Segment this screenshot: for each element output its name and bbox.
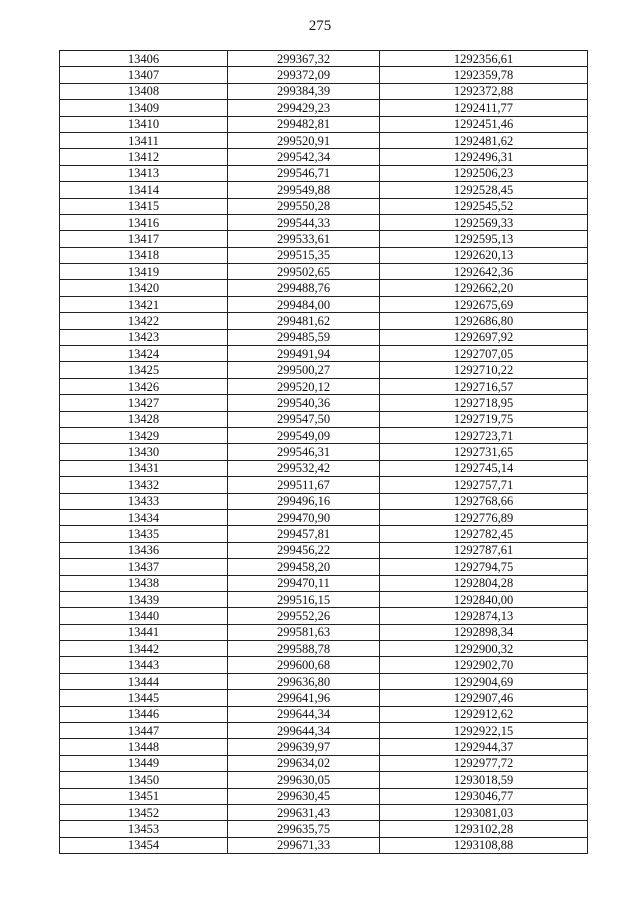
y-coordinate-cell: 1292697,92 xyxy=(380,329,588,345)
point-number-cell: 13438 xyxy=(60,575,228,591)
point-number-cell: 13443 xyxy=(60,657,228,673)
point-number-cell: 13423 xyxy=(60,329,228,345)
x-coordinate-cell: 299516,15 xyxy=(228,591,380,607)
y-coordinate-cell: 1292496,31 xyxy=(380,149,588,165)
y-coordinate-cell: 1293102,28 xyxy=(380,821,588,837)
table-row xyxy=(60,165,588,181)
x-coordinate-cell: 299639,97 xyxy=(228,739,380,755)
y-coordinate-cell: 1292904,69 xyxy=(380,673,588,689)
page-number: 275 xyxy=(308,18,332,34)
x-coordinate-cell: 299641,96 xyxy=(228,690,380,706)
table-row xyxy=(60,362,588,378)
y-coordinate-cell: 1292922,15 xyxy=(380,723,588,739)
point-number-cell: 13436 xyxy=(60,542,228,558)
table-row xyxy=(60,706,588,722)
point-number-cell: 13422 xyxy=(60,313,228,329)
table-row xyxy=(60,411,588,427)
point-number-cell: 13453 xyxy=(60,821,228,837)
point-number-cell: 13413 xyxy=(60,165,228,181)
point-number-cell: 13454 xyxy=(60,837,228,853)
x-coordinate-cell: 299630,45 xyxy=(228,788,380,804)
x-coordinate-cell: 299600,68 xyxy=(228,657,380,673)
coordinates-table-body xyxy=(60,51,588,854)
table-row xyxy=(60,821,588,837)
y-coordinate-cell: 1292719,75 xyxy=(380,411,588,427)
y-coordinate-cell: 1292569,33 xyxy=(380,214,588,230)
point-number-cell: 13407 xyxy=(60,67,228,83)
table-row xyxy=(60,67,588,83)
y-coordinate-cell: 1292662,20 xyxy=(380,280,588,296)
table-row xyxy=(60,100,588,116)
table-row xyxy=(60,198,588,214)
y-coordinate-cell: 1293018,59 xyxy=(380,772,588,788)
y-coordinate-cell: 1292411,77 xyxy=(380,100,588,116)
table-row xyxy=(60,313,588,329)
y-coordinate-cell: 1292718,95 xyxy=(380,395,588,411)
x-coordinate-cell: 299552,26 xyxy=(228,608,380,624)
table-row xyxy=(60,559,588,575)
table-row xyxy=(60,182,588,198)
point-number-cell: 13444 xyxy=(60,673,228,689)
table-row xyxy=(60,378,588,394)
point-number-cell: 13414 xyxy=(60,182,228,198)
x-coordinate-cell: 299429,23 xyxy=(228,100,380,116)
table-row xyxy=(60,542,588,558)
x-coordinate-cell: 299549,88 xyxy=(228,182,380,198)
point-number-cell: 13446 xyxy=(60,706,228,722)
point-number-cell: 13411 xyxy=(60,132,228,148)
point-number-cell: 13437 xyxy=(60,559,228,575)
table-row xyxy=(60,460,588,476)
y-coordinate-cell: 1292686,80 xyxy=(380,313,588,329)
y-coordinate-cell: 1293046,77 xyxy=(380,788,588,804)
table-row xyxy=(60,214,588,230)
x-coordinate-cell: 299482,81 xyxy=(228,116,380,132)
point-number-cell: 13447 xyxy=(60,723,228,739)
point-number-cell: 13435 xyxy=(60,526,228,542)
point-number-cell: 13410 xyxy=(60,116,228,132)
y-coordinate-cell: 1292710,22 xyxy=(380,362,588,378)
point-number-cell: 13445 xyxy=(60,690,228,706)
x-coordinate-cell: 299470,11 xyxy=(228,575,380,591)
x-coordinate-cell: 299367,32 xyxy=(228,51,380,67)
x-coordinate-cell: 299515,35 xyxy=(228,247,380,263)
y-coordinate-cell: 1292675,69 xyxy=(380,296,588,312)
point-number-cell: 13449 xyxy=(60,755,228,771)
point-number-cell: 13441 xyxy=(60,624,228,640)
y-coordinate-cell: 1292757,71 xyxy=(380,477,588,493)
point-number-cell: 13432 xyxy=(60,477,228,493)
table-row xyxy=(60,51,588,67)
x-coordinate-cell: 299581,63 xyxy=(228,624,380,640)
x-coordinate-cell: 299634,02 xyxy=(228,755,380,771)
y-coordinate-cell: 1292359,78 xyxy=(380,67,588,83)
y-coordinate-cell: 1292898,34 xyxy=(380,624,588,640)
x-coordinate-cell: 299546,31 xyxy=(228,444,380,460)
point-number-cell: 13448 xyxy=(60,739,228,755)
table-row xyxy=(60,641,588,657)
table-row xyxy=(60,477,588,493)
y-coordinate-cell: 1292723,71 xyxy=(380,427,588,443)
x-coordinate-cell: 299635,75 xyxy=(228,821,380,837)
x-coordinate-cell: 299456,22 xyxy=(228,542,380,558)
table-row xyxy=(60,673,588,689)
x-coordinate-cell: 299488,76 xyxy=(228,280,380,296)
point-number-cell: 13409 xyxy=(60,100,228,116)
table-row xyxy=(60,83,588,99)
table-row xyxy=(60,804,588,820)
point-number-cell: 13424 xyxy=(60,346,228,362)
x-coordinate-cell: 299372,09 xyxy=(228,67,380,83)
table-row xyxy=(60,247,588,263)
x-coordinate-cell: 299532,42 xyxy=(228,460,380,476)
point-number-cell: 13421 xyxy=(60,296,228,312)
y-coordinate-cell: 1292977,72 xyxy=(380,755,588,771)
point-number-cell: 13417 xyxy=(60,231,228,247)
y-coordinate-cell: 1292776,89 xyxy=(380,509,588,525)
table-row xyxy=(60,116,588,132)
x-coordinate-cell: 299631,43 xyxy=(228,804,380,820)
point-number-cell: 13415 xyxy=(60,198,228,214)
point-number-cell: 13433 xyxy=(60,493,228,509)
x-coordinate-cell: 299484,00 xyxy=(228,296,380,312)
table-row xyxy=(60,788,588,804)
table-row xyxy=(60,624,588,640)
y-coordinate-cell: 1292840,00 xyxy=(380,591,588,607)
table-row xyxy=(60,264,588,280)
x-coordinate-cell: 299384,39 xyxy=(228,83,380,99)
y-coordinate-cell: 1292782,45 xyxy=(380,526,588,542)
x-coordinate-cell: 299457,81 xyxy=(228,526,380,542)
x-coordinate-cell: 299644,34 xyxy=(228,706,380,722)
y-coordinate-cell: 1292794,75 xyxy=(380,559,588,575)
y-coordinate-cell: 1292356,61 xyxy=(380,51,588,67)
y-coordinate-cell: 1292716,57 xyxy=(380,378,588,394)
x-coordinate-cell: 299544,33 xyxy=(228,214,380,230)
point-number-cell: 13439 xyxy=(60,591,228,607)
point-number-cell: 13434 xyxy=(60,509,228,525)
point-number-cell: 13452 xyxy=(60,804,228,820)
table-row xyxy=(60,280,588,296)
point-number-cell: 13429 xyxy=(60,427,228,443)
y-coordinate-cell: 1292768,66 xyxy=(380,493,588,509)
y-coordinate-cell: 1292902,70 xyxy=(380,657,588,673)
table-row xyxy=(60,657,588,673)
x-coordinate-cell: 299671,33 xyxy=(228,837,380,853)
y-coordinate-cell: 1292481,62 xyxy=(380,132,588,148)
point-number-cell: 13408 xyxy=(60,83,228,99)
x-coordinate-cell: 299549,09 xyxy=(228,427,380,443)
x-coordinate-cell: 299491,94 xyxy=(228,346,380,362)
y-coordinate-cell: 1293081,03 xyxy=(380,804,588,820)
table-row xyxy=(60,608,588,624)
table-row xyxy=(60,591,588,607)
x-coordinate-cell: 299533,61 xyxy=(228,231,380,247)
table-row xyxy=(60,296,588,312)
table-row xyxy=(60,837,588,853)
point-number-cell: 13450 xyxy=(60,772,228,788)
x-coordinate-cell: 299547,50 xyxy=(228,411,380,427)
x-coordinate-cell: 299550,28 xyxy=(228,198,380,214)
y-coordinate-cell: 1292745,14 xyxy=(380,460,588,476)
point-number-cell: 13440 xyxy=(60,608,228,624)
x-coordinate-cell: 299470,90 xyxy=(228,509,380,525)
point-number-cell: 13428 xyxy=(60,411,228,427)
y-coordinate-cell: 1293108,88 xyxy=(380,837,588,853)
x-coordinate-cell: 299458,20 xyxy=(228,559,380,575)
table-row xyxy=(60,346,588,362)
table-row xyxy=(60,509,588,525)
point-number-cell: 13426 xyxy=(60,378,228,394)
y-coordinate-cell: 1292372,88 xyxy=(380,83,588,99)
x-coordinate-cell: 299630,05 xyxy=(228,772,380,788)
x-coordinate-cell: 299502,65 xyxy=(228,264,380,280)
y-coordinate-cell: 1292506,23 xyxy=(380,165,588,181)
point-number-cell: 13442 xyxy=(60,641,228,657)
table-row xyxy=(60,723,588,739)
table-row xyxy=(60,575,588,591)
y-coordinate-cell: 1292874,13 xyxy=(380,608,588,624)
table-row xyxy=(60,329,588,345)
x-coordinate-cell: 299496,16 xyxy=(228,493,380,509)
table-row xyxy=(60,231,588,247)
point-number-cell: 13431 xyxy=(60,460,228,476)
coordinates-table xyxy=(59,50,588,854)
table-row xyxy=(60,132,588,148)
table-row xyxy=(60,526,588,542)
y-coordinate-cell: 1292545,52 xyxy=(380,198,588,214)
table-row xyxy=(60,739,588,755)
point-number-cell: 13416 xyxy=(60,214,228,230)
y-coordinate-cell: 1292595,13 xyxy=(380,231,588,247)
y-coordinate-cell: 1292707,05 xyxy=(380,346,588,362)
point-number-cell: 13420 xyxy=(60,280,228,296)
y-coordinate-cell: 1292620,13 xyxy=(380,247,588,263)
table-row xyxy=(60,149,588,165)
x-coordinate-cell: 299481,62 xyxy=(228,313,380,329)
x-coordinate-cell: 299588,78 xyxy=(228,641,380,657)
y-coordinate-cell: 1292804,28 xyxy=(380,575,588,591)
x-coordinate-cell: 299644,34 xyxy=(228,723,380,739)
x-coordinate-cell: 299636,80 xyxy=(228,673,380,689)
point-number-cell: 13418 xyxy=(60,247,228,263)
x-coordinate-cell: 299520,91 xyxy=(228,132,380,148)
table-row xyxy=(60,427,588,443)
x-coordinate-cell: 299520,12 xyxy=(228,378,380,394)
table-row xyxy=(60,772,588,788)
x-coordinate-cell: 299546,71 xyxy=(228,165,380,181)
x-coordinate-cell: 299500,27 xyxy=(228,362,380,378)
table-row xyxy=(60,444,588,460)
x-coordinate-cell: 299511,67 xyxy=(228,477,380,493)
y-coordinate-cell: 1292900,32 xyxy=(380,641,588,657)
point-number-cell: 13425 xyxy=(60,362,228,378)
point-number-cell: 13419 xyxy=(60,264,228,280)
table-row xyxy=(60,755,588,771)
y-coordinate-cell: 1292944,37 xyxy=(380,739,588,755)
table-row xyxy=(60,395,588,411)
point-number-cell: 13412 xyxy=(60,149,228,165)
y-coordinate-cell: 1292907,46 xyxy=(380,690,588,706)
x-coordinate-cell: 299540,36 xyxy=(228,395,380,411)
y-coordinate-cell: 1292731,65 xyxy=(380,444,588,460)
point-number-cell: 13430 xyxy=(60,444,228,460)
y-coordinate-cell: 1292787,61 xyxy=(380,542,588,558)
table-row xyxy=(60,690,588,706)
y-coordinate-cell: 1292451,46 xyxy=(380,116,588,132)
y-coordinate-cell: 1292642,36 xyxy=(380,264,588,280)
point-number-cell: 13451 xyxy=(60,788,228,804)
y-coordinate-cell: 1292912,62 xyxy=(380,706,588,722)
point-number-cell: 13406 xyxy=(60,51,228,67)
x-coordinate-cell: 299485,59 xyxy=(228,329,380,345)
y-coordinate-cell: 1292528,45 xyxy=(380,182,588,198)
x-coordinate-cell: 299542,34 xyxy=(228,149,380,165)
table-row xyxy=(60,493,588,509)
point-number-cell: 13427 xyxy=(60,395,228,411)
